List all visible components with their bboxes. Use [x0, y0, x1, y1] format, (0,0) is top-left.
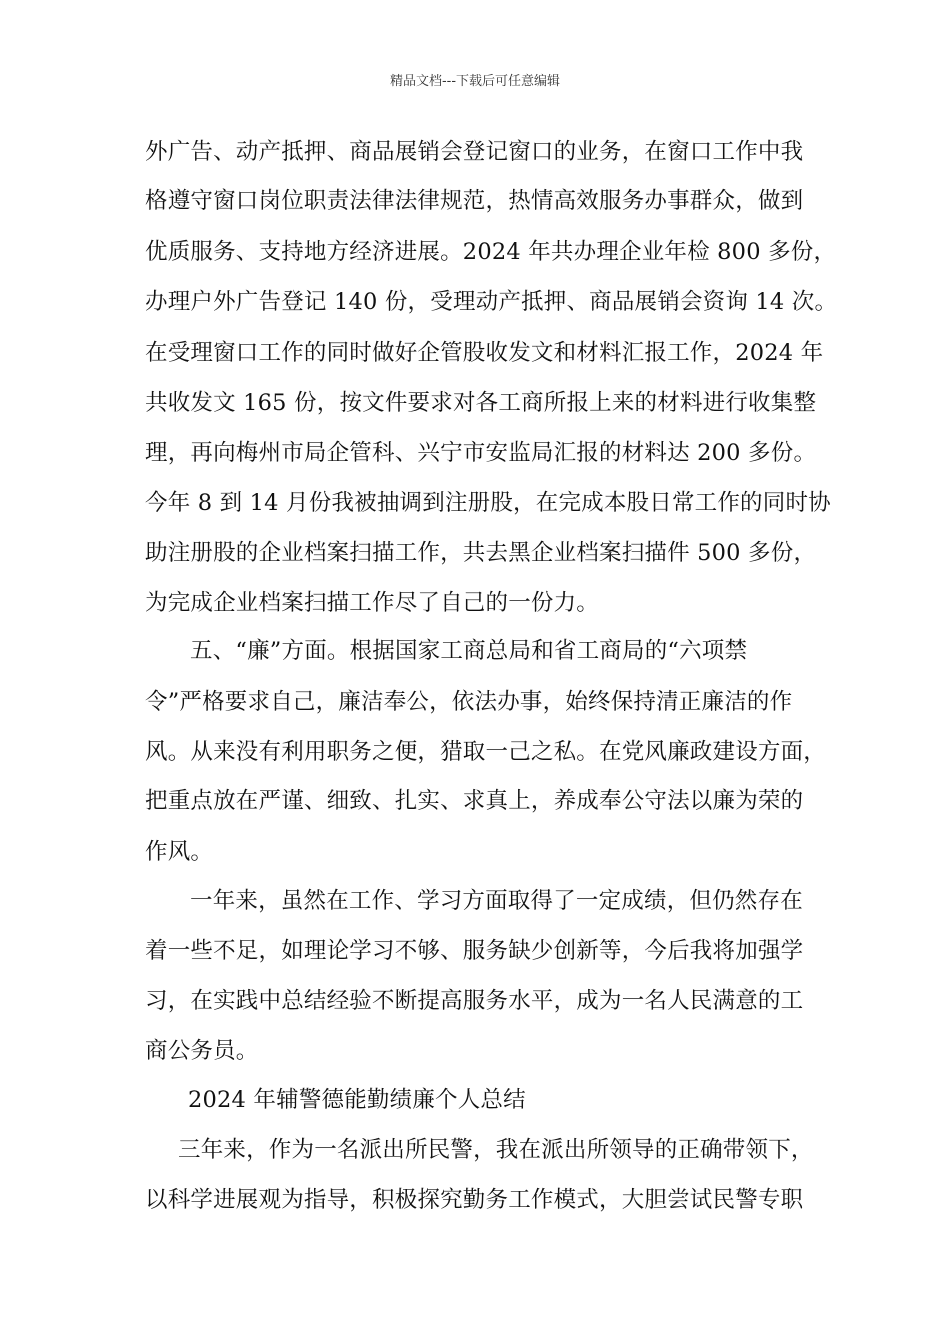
text-line: 共收发文 165 份，按文件要求对各工商所报上来的材料进行收集整 [145, 390, 817, 416]
text-line: 三年来，作为一名派出所民警，我在派出所领导的正确带领下， [178, 1137, 814, 1163]
page-header: 精品文档---下载后可任意编辑 [389, 74, 561, 89]
text-line: 理，再向梅州市局企管科、兴宁市安监局汇报的材料达 200 多份。 [145, 440, 817, 466]
text-line: 风。从来没有利用职务之便，猎取一己之私。在党风廉政建设方面， [145, 739, 827, 765]
text-line: 格遵守窗口岗位职责法律法律规范，热情高效服务办事群众，做到 [145, 188, 804, 214]
text-line: 令”严格要求自己，廉洁奉公，依法办事，始终保持清正廉洁的作 [145, 689, 793, 715]
text-line: 办理户外广告登记 140 份，受理动产抵押、商品展销会资询 14 次。 [145, 289, 838, 315]
text-line: 商公务员。 [145, 1038, 259, 1064]
text-line: 以科学进展观为指导，积极探究勤务工作模式，大胆尝试民警专职 [145, 1187, 804, 1213]
text-line: 优质服务、支持地方经济进展。2024 年共办理企业年检 800 多份， [145, 239, 837, 265]
text-line: 作风。 [145, 839, 214, 865]
text-line: 在受理窗口工作的同时做好企管股收发文和材料汇报工作，2024 年 [145, 340, 824, 366]
text-line: 助注册股的企业档案扫描工作，共去黑企业档案扫描件 500 多份， [145, 540, 817, 566]
text-line: 外广告、动产抵押、商品展销会登记窗口的业务，在窗口工作中我 [145, 139, 804, 165]
text-line: 把重点放在严谨、细致、扎实、求真上，养成奉公守法以廉为荣的 [145, 788, 804, 814]
text-line: 一年来，虽然在工作、学习方面取得了一定成绩，但仍然存在 [190, 888, 803, 914]
section-heading: 2024 年辅警德能勤绩廉个人总结 [188, 1087, 526, 1113]
text-line: 为完成企业档案扫描工作尽了自己的一份力。 [145, 590, 600, 616]
text-line: 今年 8 到 14 月份我被抽调到注册股，在完成本股日常工作的同时协 [145, 490, 831, 516]
text-line: 着一些不足，如理论学习不够、服务缺少创新等，今后我将加强学 [145, 938, 804, 964]
text-line: 五、“廉”方面。根据国家工商总局和省工商局的“六项禁 [190, 638, 748, 664]
text-line: 习，在实践中总结经验不断提高服务水平，成为一名人民满意的工 [145, 988, 804, 1014]
